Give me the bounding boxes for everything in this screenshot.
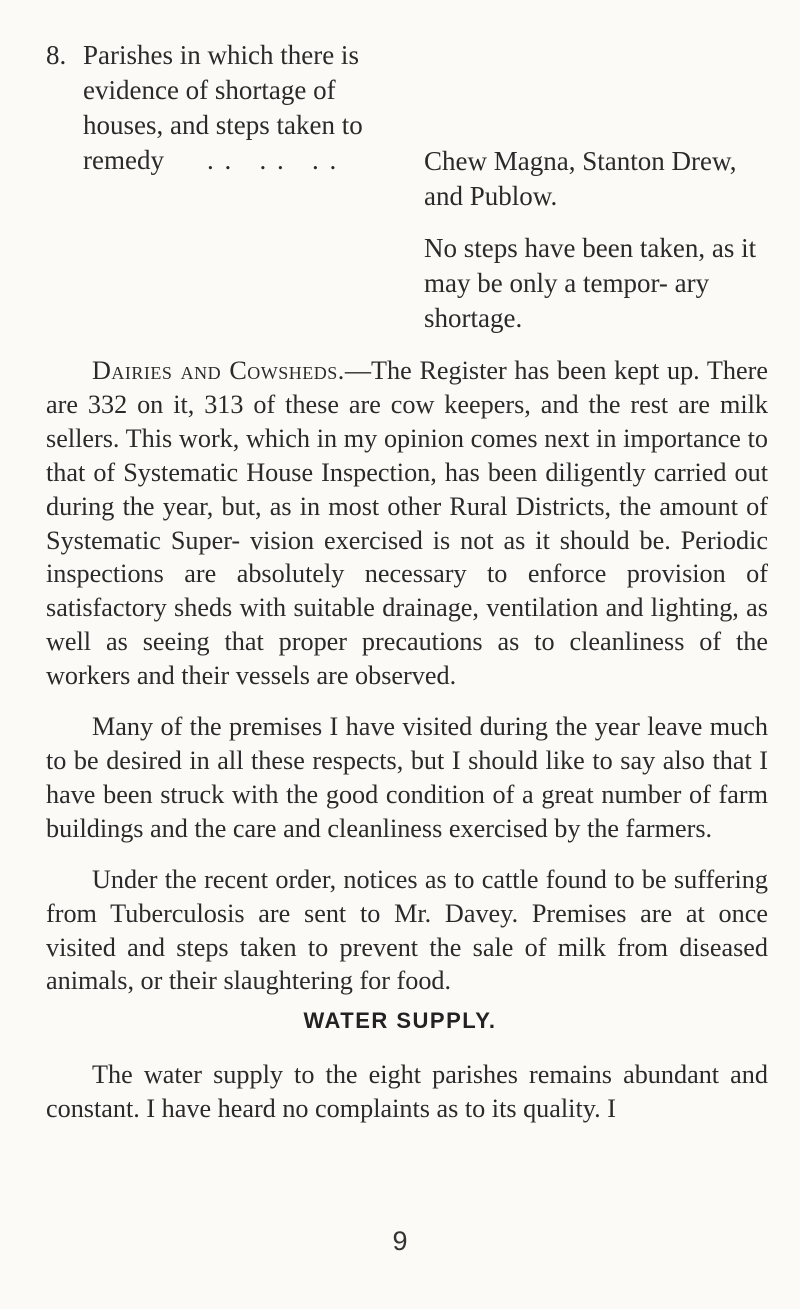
section-heading-inline: Dairies and Cowsheds.: [92, 356, 345, 385]
paragraph-dairies: [46, 354, 768, 693]
paragraph-tuberculosis: Under the recent order, notices as to cattle found to be suffering from Tuberculosis are sent to Mr. Davey. Premises are at once visited and steps taken to prevent the sale of milk from diseased animals, or their slaughtering for food.: [46, 864, 768, 996]
page-number: 9: [392, 1226, 408, 1256]
paragraph-dairies-text: —The Register has been kept up. There are 332 on it, 313 of these are cow keepers, and the rest are milk sellers. This work, which in my opinion comes next in importance to that of Systematic House Inspection, has been diligently carried out during the year, but, as in most other Rural Districts, the amount of Systematic Super- vision exercised is not as it should be. Periodic inspections are absolutely necessary to enforce provision of satisfactory sheds with suitable drainage, ventilation and lighting, as well as seeing that proper precautions as to cleanliness of the workers and their vessels are observed.: [46, 356, 768, 691]
item-label: [83, 38, 428, 178]
item-label-last: remedy: [83, 145, 164, 175]
leader-dots: . . . . . .: [207, 145, 339, 175]
answer-line: and Publow.: [424, 181, 558, 211]
item-label-line: [83, 143, 428, 178]
item-label-line: houses, and steps taken to: [83, 110, 363, 140]
item-8-answer: [424, 144, 759, 336]
answer-line: Chew Magna, Stanton Drew,: [424, 146, 737, 176]
item-label-line: evidence of shortage of: [83, 75, 336, 105]
paragraph-water-supply: The water supply to the eight parishes remains abundant and constant. I have heard no complaints as to its quality. I: [46, 1060, 768, 1123]
paragraph-premises: Many of the premises I have visited during the year leave much to be desired in all these respects, but I should like to say also that I have been struck with the good condition of a great number of farm buildings and the care and cleanliness exercised by the farmers.: [46, 712, 768, 843]
item-label-line: Parishes in which there is: [83, 40, 359, 70]
answer-note: No steps have been taken, as it may be only a tempor- ary shortage.: [424, 233, 757, 333]
item-number: 8.: [46, 40, 67, 70]
body-text: [46, 354, 768, 998]
section-heading-water-supply: WATER SUPPLY.: [303, 1008, 497, 1033]
